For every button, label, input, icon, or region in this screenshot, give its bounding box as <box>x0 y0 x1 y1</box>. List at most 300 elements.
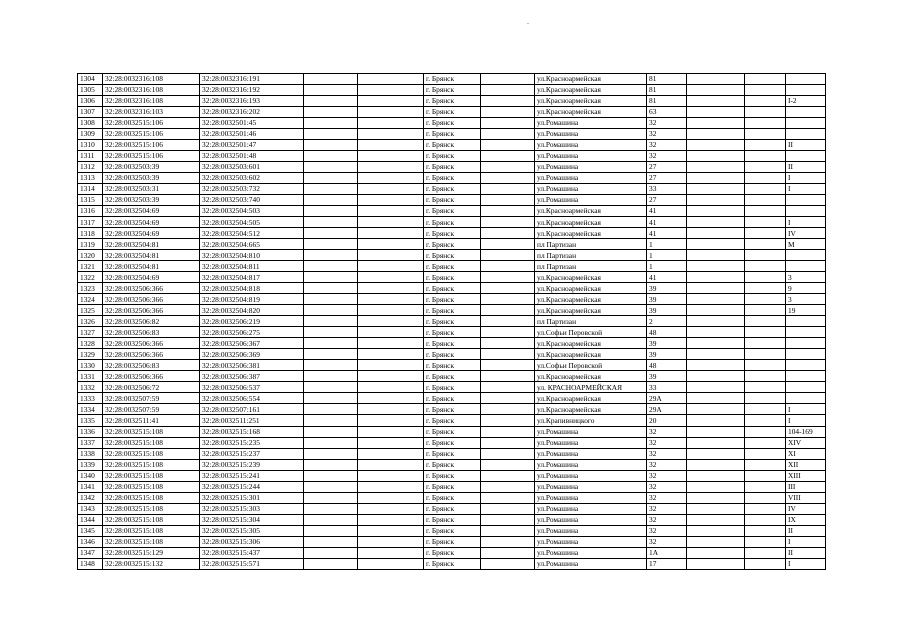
cell-row-number: 1339 <box>78 459 103 470</box>
table-row <box>78 481 826 492</box>
table-row <box>78 151 826 162</box>
cell-street: ул.Красноармейская <box>535 294 647 305</box>
cell-blank-col-5 <box>358 206 424 217</box>
cell-blank-col-5 <box>358 481 424 492</box>
cell-row-number: 1309 <box>78 129 103 140</box>
cell-cadastral-number: 32:28:0032504:819 <box>200 294 304 305</box>
cell-blank-col-4 <box>304 118 358 129</box>
cell-row-number: 1334 <box>78 404 103 415</box>
cell-cadastral-number: 32:28:0032501:46 <box>200 129 304 140</box>
cell-cadastral-number: 32:28:0032506:537 <box>200 382 304 393</box>
cell-city: г. Брянск <box>424 184 481 195</box>
cell-blank-col-5 <box>358 195 424 206</box>
cell-blank-col-10 <box>687 371 745 382</box>
cell-parent-cadastral-number: 32:28:0032506:82 <box>103 316 200 327</box>
cell-parent-cadastral-number: 32:28:0032504:69 <box>103 206 200 217</box>
cell-blank-col-4 <box>304 415 358 426</box>
cell-blank-col-5 <box>358 173 424 184</box>
cell-parent-cadastral-number: 32:28:0032515:108 <box>103 514 200 525</box>
cell-cadastral-number: 32:28:0032504:820 <box>200 305 304 316</box>
cell-house-number: 48 <box>647 360 687 371</box>
cell-blank-col-5 <box>358 459 424 470</box>
cell-city: г. Брянск <box>424 228 481 239</box>
cell-street: ул.Красноармейская <box>535 305 647 316</box>
cell-row-number: 1341 <box>78 481 103 492</box>
cell-blank-col-10 <box>687 547 745 558</box>
cell-row-number: 1326 <box>78 316 103 327</box>
cell-blank-col-7 <box>481 437 535 448</box>
cell-blank-col-5 <box>358 217 424 228</box>
cell-blank-col-11 <box>745 481 786 492</box>
cell-city: г. Брянск <box>424 481 481 492</box>
cell-house-number: 39 <box>647 305 687 316</box>
cell-city: г. Брянск <box>424 107 481 118</box>
cell-parent-cadastral-number: 32:28:0032515:108 <box>103 459 200 470</box>
cell-row-number: 1308 <box>78 118 103 129</box>
cell-blank-col-7 <box>481 184 535 195</box>
cell-city: г. Брянск <box>424 74 481 85</box>
cell-blank-col-10 <box>687 305 745 316</box>
cell-premises-number: I <box>786 558 826 569</box>
cell-blank-col-11 <box>745 195 786 206</box>
cell-blank-col-11 <box>745 371 786 382</box>
cell-street: ул.Ромашина <box>535 184 647 195</box>
cell-blank-col-11 <box>745 404 786 415</box>
cell-city: г. Брянск <box>424 129 481 140</box>
table-row <box>78 74 826 85</box>
cell-street: ул.Ромашина <box>535 118 647 129</box>
cell-blank-col-5 <box>358 239 424 250</box>
cell-blank-col-4 <box>304 459 358 470</box>
cell-house-number: 32 <box>647 448 687 459</box>
cell-blank-col-7 <box>481 547 535 558</box>
cell-city: г. Брянск <box>424 503 481 514</box>
cell-blank-col-11 <box>745 338 786 349</box>
cell-cadastral-number: 32:28:0032506:387 <box>200 371 304 382</box>
table-row <box>78 316 826 327</box>
table-row <box>78 140 826 151</box>
cell-street: ул.Ромашина <box>535 492 647 503</box>
cell-blank-col-7 <box>481 261 535 272</box>
cell-premises-number: I <box>786 217 826 228</box>
cell-blank-col-11 <box>745 272 786 283</box>
cell-house-number: 27 <box>647 162 687 173</box>
cell-cadastral-number: 32:28:0032504:512 <box>200 228 304 239</box>
cell-house-number: 41 <box>647 217 687 228</box>
cell-parent-cadastral-number: 32:28:0032511:41 <box>103 415 200 426</box>
cell-blank-col-4 <box>304 239 358 250</box>
cell-street: пл Партизан <box>535 261 647 272</box>
cell-blank-col-5 <box>358 426 424 437</box>
cell-blank-col-10 <box>687 261 745 272</box>
cell-row-number: 1316 <box>78 206 103 217</box>
cell-blank-col-5 <box>358 272 424 283</box>
cell-blank-col-7 <box>481 492 535 503</box>
cell-house-number: 29А <box>647 404 687 415</box>
cell-blank-col-7 <box>481 393 535 404</box>
cell-parent-cadastral-number: 32:28:0032503:39 <box>103 162 200 173</box>
cell-blank-col-11 <box>745 239 786 250</box>
table-row <box>78 173 826 184</box>
cell-premises-number <box>786 371 826 382</box>
cell-blank-col-7 <box>481 503 535 514</box>
cell-blank-col-11 <box>745 85 786 96</box>
cell-street: ул.Ромашина <box>535 459 647 470</box>
cell-house-number: 32 <box>647 426 687 437</box>
cell-cadastral-number: 32:28:0032504:810 <box>200 250 304 261</box>
cell-street: ул.Красноармейская <box>535 393 647 404</box>
cell-parent-cadastral-number: 32:28:0032515:108 <box>103 492 200 503</box>
cell-blank-col-10 <box>687 536 745 547</box>
cell-blank-col-7 <box>481 371 535 382</box>
cell-blank-col-7 <box>481 107 535 118</box>
cell-blank-col-10 <box>687 107 745 118</box>
cell-premises-number: II <box>786 140 826 151</box>
cell-blank-col-10 <box>687 239 745 250</box>
cell-premises-number <box>786 338 826 349</box>
cell-blank-col-11 <box>745 228 786 239</box>
cell-city: г. Брянск <box>424 283 481 294</box>
cell-parent-cadastral-number: 32:28:0032316:108 <box>103 85 200 96</box>
cell-row-number: 1321 <box>78 261 103 272</box>
cell-blank-col-4 <box>304 151 358 162</box>
cell-blank-col-7 <box>481 206 535 217</box>
table-row <box>78 415 826 426</box>
cell-blank-col-11 <box>745 558 786 569</box>
cell-street: ул.Ромашина <box>535 448 647 459</box>
cell-house-number: 39 <box>647 283 687 294</box>
cell-parent-cadastral-number: 32:28:0032316:108 <box>103 74 200 85</box>
cell-street: ул.Ромашина <box>535 195 647 206</box>
cell-house-number: 81 <box>647 74 687 85</box>
table-row <box>78 547 826 558</box>
cell-blank-col-10 <box>687 162 745 173</box>
cell-cadastral-number: 32:28:0032515:437 <box>200 547 304 558</box>
cell-row-number: 1311 <box>78 151 103 162</box>
cell-blank-col-4 <box>304 536 358 547</box>
cell-city: г. Брянск <box>424 470 481 481</box>
cell-house-number: 20 <box>647 415 687 426</box>
cell-city: г. Брянск <box>424 261 481 272</box>
cell-blank-col-4 <box>304 426 358 437</box>
cell-house-number: 32 <box>647 503 687 514</box>
cell-city: г. Брянск <box>424 492 481 503</box>
cell-cadastral-number: 32:28:0032515:168 <box>200 426 304 437</box>
cell-blank-col-11 <box>745 129 786 140</box>
cell-blank-col-5 <box>358 151 424 162</box>
cell-blank-col-4 <box>304 514 358 525</box>
scan-artifact <box>527 23 529 24</box>
table-row <box>78 107 826 118</box>
cell-row-number: 1344 <box>78 514 103 525</box>
cell-row-number: 1330 <box>78 360 103 371</box>
cell-blank-col-4 <box>304 558 358 569</box>
cell-blank-col-4 <box>304 371 358 382</box>
cell-blank-col-4 <box>304 349 358 360</box>
cell-blank-col-5 <box>358 283 424 294</box>
cell-street: ул.Ромашина <box>535 437 647 448</box>
cell-cadastral-number: 32:28:0032501:47 <box>200 140 304 151</box>
cell-house-number: 41 <box>647 272 687 283</box>
table-row <box>78 536 826 547</box>
cell-cadastral-number: 32:28:0032316:202 <box>200 107 304 118</box>
cell-parent-cadastral-number: 32:28:0032506:366 <box>103 283 200 294</box>
cell-blank-col-11 <box>745 514 786 525</box>
cell-blank-col-5 <box>358 140 424 151</box>
cell-cadastral-number: 32:28:0032504:811 <box>200 261 304 272</box>
cell-blank-col-5 <box>358 558 424 569</box>
cell-cadastral-number: 32:28:0032506:554 <box>200 393 304 404</box>
cell-parent-cadastral-number: 32:28:0032506:83 <box>103 360 200 371</box>
cell-premises-number: 104-169 <box>786 426 826 437</box>
cell-blank-col-4 <box>304 74 358 85</box>
cell-cadastral-number: 32:28:0032503:740 <box>200 195 304 206</box>
cell-premises-number <box>786 85 826 96</box>
cell-house-number: 81 <box>647 85 687 96</box>
cell-blank-col-10 <box>687 404 745 415</box>
cell-blank-col-10 <box>687 96 745 107</box>
cell-blank-col-4 <box>304 393 358 404</box>
cell-house-number: 32 <box>647 151 687 162</box>
cell-blank-col-7 <box>481 338 535 349</box>
table-row <box>78 228 826 239</box>
cell-cadastral-number: 32:28:0032515:571 <box>200 558 304 569</box>
cell-blank-col-10 <box>687 558 745 569</box>
cell-blank-col-4 <box>304 360 358 371</box>
cell-street: пл Партизан <box>535 239 647 250</box>
cell-blank-col-5 <box>358 118 424 129</box>
cell-premises-number: I-2 <box>786 96 826 107</box>
cell-blank-col-5 <box>358 250 424 261</box>
cell-parent-cadastral-number: 32:28:0032506:72 <box>103 382 200 393</box>
cell-row-number: 1323 <box>78 283 103 294</box>
cell-blank-col-5 <box>358 74 424 85</box>
cell-blank-col-11 <box>745 360 786 371</box>
cell-premises-number <box>786 316 826 327</box>
cell-blank-col-7 <box>481 316 535 327</box>
cell-house-number: 32 <box>647 118 687 129</box>
cell-blank-col-10 <box>687 294 745 305</box>
cell-house-number: 1 <box>647 250 687 261</box>
cell-cadastral-number: 32:28:0032515:239 <box>200 459 304 470</box>
table-row <box>78 514 826 525</box>
cell-cadastral-number: 32:28:0032515:305 <box>200 525 304 536</box>
cell-cadastral-number: 32:28:0032316:193 <box>200 96 304 107</box>
cell-blank-col-10 <box>687 206 745 217</box>
cell-parent-cadastral-number: 32:28:0032515:108 <box>103 481 200 492</box>
cell-premises-number <box>786 74 826 85</box>
cell-blank-col-11 <box>745 151 786 162</box>
cell-cadastral-number: 32:28:0032515:301 <box>200 492 304 503</box>
cadastral-register-table <box>77 73 826 570</box>
cell-parent-cadastral-number: 32:28:0032316:108 <box>103 96 200 107</box>
cell-blank-col-4 <box>304 338 358 349</box>
cell-blank-col-7 <box>481 426 535 437</box>
cell-blank-col-4 <box>304 294 358 305</box>
cell-blank-col-5 <box>358 360 424 371</box>
cell-house-number: 81 <box>647 96 687 107</box>
cell-street: ул.Красноармейская <box>535 338 647 349</box>
cell-cadastral-number: 32:28:0032506:369 <box>200 349 304 360</box>
cell-street: ул.Софьи Перовской <box>535 327 647 338</box>
cell-street: ул.Ромашина <box>535 558 647 569</box>
cell-blank-col-7 <box>481 514 535 525</box>
cell-parent-cadastral-number: 32:28:0032515:108 <box>103 525 200 536</box>
cell-cadastral-number: 32:28:0032504:818 <box>200 283 304 294</box>
cell-blank-col-4 <box>304 228 358 239</box>
cell-house-number: 1 <box>647 261 687 272</box>
cell-city: г. Брянск <box>424 151 481 162</box>
cell-premises-number <box>786 393 826 404</box>
cell-street: ул.Ромашина <box>535 547 647 558</box>
cell-city: г. Брянск <box>424 140 481 151</box>
cell-parent-cadastral-number: 32:28:0032515:129 <box>103 547 200 558</box>
cell-house-number: 39 <box>647 294 687 305</box>
cell-street: ул.Ромашина <box>535 162 647 173</box>
table-row <box>78 349 826 360</box>
cell-blank-col-7 <box>481 74 535 85</box>
cell-row-number: 1314 <box>78 184 103 195</box>
cell-blank-col-5 <box>358 503 424 514</box>
cell-row-number: 1307 <box>78 107 103 118</box>
table-row <box>78 525 826 536</box>
cell-blank-col-7 <box>481 305 535 316</box>
cell-premises-number <box>786 206 826 217</box>
cell-blank-col-7 <box>481 96 535 107</box>
cell-blank-col-5 <box>358 184 424 195</box>
cell-cadastral-number: 32:28:0032506:275 <box>200 327 304 338</box>
cell-street: ул.Ромашина <box>535 129 647 140</box>
cell-row-number: 1324 <box>78 294 103 305</box>
cell-blank-col-7 <box>481 140 535 151</box>
cell-blank-col-11 <box>745 437 786 448</box>
cell-blank-col-11 <box>745 503 786 514</box>
cell-blank-col-7 <box>481 327 535 338</box>
cell-blank-col-10 <box>687 140 745 151</box>
cell-house-number: 33 <box>647 184 687 195</box>
cell-city: г. Брянск <box>424 305 481 316</box>
cell-cadastral-number: 32:28:0032515:304 <box>200 514 304 525</box>
cell-cadastral-number: 32:28:0032515:244 <box>200 481 304 492</box>
cell-premises-number: I <box>786 184 826 195</box>
cell-premises-number: XII <box>786 459 826 470</box>
cell-street: ул.Ромашина <box>535 525 647 536</box>
cell-blank-col-4 <box>304 184 358 195</box>
cell-blank-col-7 <box>481 470 535 481</box>
cell-blank-col-10 <box>687 525 745 536</box>
cell-city: г. Брянск <box>424 217 481 228</box>
table-row <box>78 360 826 371</box>
cell-blank-col-7 <box>481 382 535 393</box>
cell-blank-col-7 <box>481 162 535 173</box>
cell-parent-cadastral-number: 32:28:0032515:106 <box>103 118 200 129</box>
cell-city: г. Брянск <box>424 327 481 338</box>
cell-cadastral-number: 32:28:0032503:601 <box>200 162 304 173</box>
cell-blank-col-7 <box>481 118 535 129</box>
cell-blank-col-10 <box>687 217 745 228</box>
cell-city: г. Брянск <box>424 162 481 173</box>
cell-house-number: 39 <box>647 349 687 360</box>
table-row <box>78 305 826 316</box>
cell-blank-col-4 <box>304 217 358 228</box>
cell-row-number: 1343 <box>78 503 103 514</box>
cell-house-number: 41 <box>647 228 687 239</box>
cell-blank-col-7 <box>481 195 535 206</box>
cell-street: ул.Красноармейская <box>535 217 647 228</box>
table-row <box>78 426 826 437</box>
cell-city: г. Брянск <box>424 415 481 426</box>
cell-city: г. Брянск <box>424 437 481 448</box>
cell-blank-col-5 <box>358 547 424 558</box>
table-row <box>78 85 826 96</box>
cell-blank-col-10 <box>687 481 745 492</box>
cell-blank-col-10 <box>687 415 745 426</box>
cell-street: ул.Красноармейская <box>535 206 647 217</box>
cell-blank-col-10 <box>687 426 745 437</box>
cell-blank-col-11 <box>745 250 786 261</box>
cell-row-number: 1306 <box>78 96 103 107</box>
cell-parent-cadastral-number: 32:28:0032515:108 <box>103 470 200 481</box>
cell-blank-col-5 <box>358 371 424 382</box>
cell-premises-number <box>786 118 826 129</box>
cell-blank-col-10 <box>687 272 745 283</box>
cell-street: ул.Красноармейская <box>535 283 647 294</box>
table-row <box>78 470 826 481</box>
cell-blank-col-10 <box>687 327 745 338</box>
cell-city: г. Брянск <box>424 173 481 184</box>
cell-blank-col-4 <box>304 272 358 283</box>
cell-house-number: 32 <box>647 481 687 492</box>
cell-blank-col-4 <box>304 404 358 415</box>
cell-street: пл Партизан <box>535 250 647 261</box>
cell-house-number: 32 <box>647 129 687 140</box>
cell-city: г. Брянск <box>424 371 481 382</box>
cell-blank-col-7 <box>481 217 535 228</box>
cell-premises-number <box>786 327 826 338</box>
cell-street: ул.Ромашина <box>535 481 647 492</box>
cell-blank-col-4 <box>304 96 358 107</box>
cell-blank-col-4 <box>304 437 358 448</box>
table-row <box>78 96 826 107</box>
cell-blank-col-7 <box>481 129 535 140</box>
cell-premises-number: IV <box>786 228 826 239</box>
cell-premises-number: IX <box>786 514 826 525</box>
cell-parent-cadastral-number: 32:28:0032507:59 <box>103 404 200 415</box>
cell-street: ул.Красноармейская <box>535 349 647 360</box>
cell-premises-number: II <box>786 162 826 173</box>
cell-blank-col-5 <box>358 437 424 448</box>
cell-cadastral-number: 32:28:0032504:505 <box>200 217 304 228</box>
cell-street: ул.Ромашина <box>535 173 647 184</box>
cell-row-number: 1342 <box>78 492 103 503</box>
cell-premises-number: 9 <box>786 283 826 294</box>
cell-city: г. Брянск <box>424 349 481 360</box>
cell-blank-col-5 <box>358 162 424 173</box>
cell-premises-number: M <box>786 239 826 250</box>
cell-street: ул.Красноармейская <box>535 74 647 85</box>
cell-blank-col-7 <box>481 283 535 294</box>
cell-row-number: 1333 <box>78 393 103 404</box>
cell-blank-col-11 <box>745 382 786 393</box>
cell-blank-col-11 <box>745 426 786 437</box>
table-row <box>78 503 826 514</box>
cell-blank-col-11 <box>745 74 786 85</box>
table-row <box>78 261 826 272</box>
cell-row-number: 1315 <box>78 195 103 206</box>
cell-city: г. Брянск <box>424 558 481 569</box>
cell-house-number: 1А <box>647 547 687 558</box>
cell-blank-col-4 <box>304 382 358 393</box>
